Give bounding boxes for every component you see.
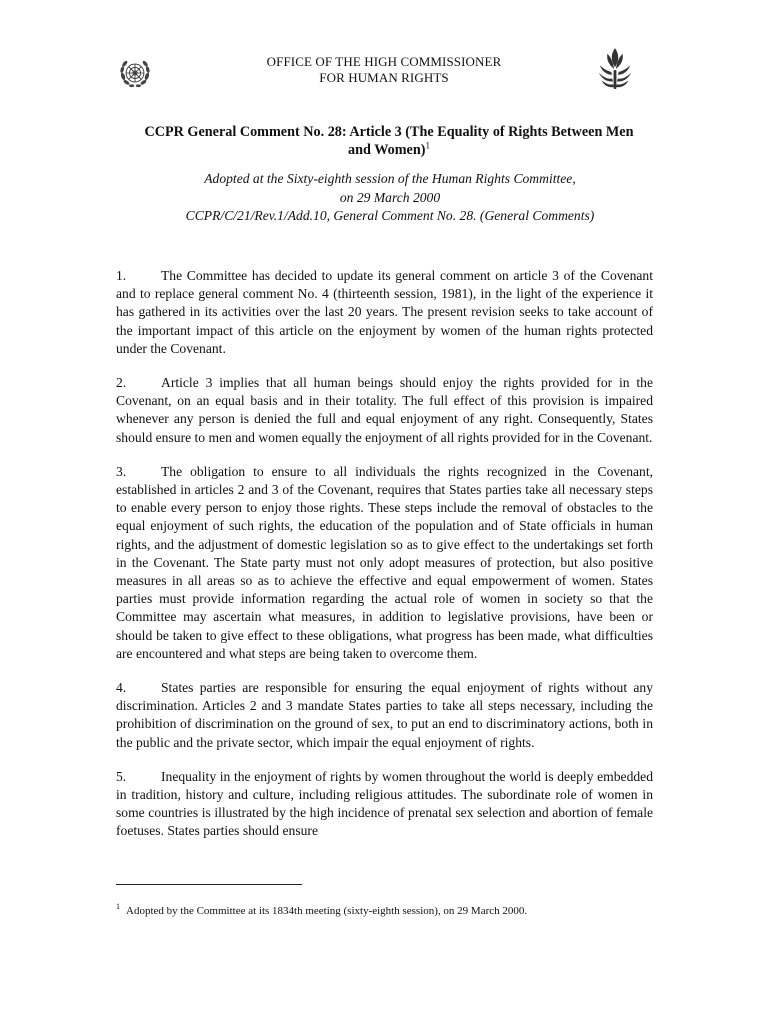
paragraph-5	[116, 768, 653, 841]
paragraph-text: The obligation to ensure to all individuals the rights recognized in the Covenant, established in articles 2 and 3 of the Covenant, requires that States parties take all necessary steps to enable every person to enjoy those rights. These steps include the removal of obstacles to the equal enjoyment of such rights, the education of the population and of State officials in human rights, and the adjustment of domestic legislation so as to give effect to the undertakings set forth in the Covenant. The State party must not only adopt measures of protection, but also positive measures in all areas so as to achieve the effective and equal empowerment of women. States parties must provide information regarding the actual role of women in society so that the Committee may ascertain what measures, in addition to legislative provisions, have been or should be taken to give effect to these obligations, what progress has been made, what difficulties are encountered and what steps are being taken to overcome them.	[116, 463, 653, 661]
adoption-line2: on 29 March 2000	[339, 189, 441, 205]
paragraph-text: States parties are responsible for ensuring the equal enjoyment of rights without any discrimination. Articles 2 and 3 mandate States parties to take all steps necessary, including the prohibition of discrimination on the ground of sex, to put an end to discriminatory actions, both in the public and the private sector, which impair the equal enjoyment of rights.	[116, 680, 653, 750]
title-line1: CCPR General Comment No. 28: Article 3 (The Equality of Rights Between Men	[144, 124, 634, 140]
paragraph-3	[116, 463, 653, 663]
office-heading	[0, 54, 768, 86]
title-footnote-ref[interactable]: 1	[425, 140, 430, 151]
paragraph-text: Article 3 implies that all human beings should enjoy the rights provided for in the Covenant, on an equal basis and in their totality. The full effect of this provision is impaired whenever any person is denied the full and equal enjoyment of any right. Consequently, States should ensure to men and women equally the enjoyment of all rights provided for in the Covenant.	[116, 375, 653, 445]
paragraph-number: 5.	[116, 768, 127, 784]
paragraph-1	[116, 267, 653, 358]
title-line2	[116, 141, 662, 159]
paragraph-text: The Committee has decided to update its general comment on article 3 of the Covenant and to replace general comment No. 4 (thirteenth session, 1981), in the light of the experience it has gathered in its activities over the last 20 years. The present revision seeks to take account of the important impact of this article on the enjoyment by women of the human rights protected under the Covenant.	[116, 268, 653, 356]
footnote-marker: 1	[116, 902, 120, 912]
adoption-note	[100, 170, 680, 226]
paragraph-4	[116, 679, 653, 752]
paragraph-number: 1.	[116, 268, 127, 283]
office-heading-line1: OFFICE OF THE HIGH COMMISSIONER	[266, 54, 502, 69]
footnote	[116, 904, 656, 918]
paragraph-number: 4.	[116, 680, 127, 696]
footnote-divider	[116, 884, 302, 885]
adoption-line1: Adopted at the Sixty-eighth session of the Human Rights Committee,	[204, 171, 576, 186]
adoption-line3: CCPR/C/21/Rev.1/Add.10, General Comment No. 28. (General Comments)	[185, 208, 595, 223]
footnote-text: Adopted by the Committee at its 1834th meeting (sixty-eighth session), on 29 March 2000.	[126, 905, 528, 917]
title-line2-text: and Women)	[348, 142, 426, 158]
document-title	[116, 123, 662, 159]
paragraph-number: 2.	[116, 375, 127, 391]
paragraph-2	[116, 374, 653, 447]
paragraph-number: 3.	[116, 463, 127, 479]
office-heading-line2: FOR HUMAN RIGHTS	[319, 70, 449, 85]
paragraph-text: Inequality in the enjoyment of rights by women throughout the world is deeply embedded in tradition, history and culture, including religious attitudes. The subordinate role of women in some countries is illustrated by the high incidence of prenatal sex selection and abortion of female foetuses. States parties should ensure	[116, 768, 653, 839]
document-body	[116, 267, 653, 857]
